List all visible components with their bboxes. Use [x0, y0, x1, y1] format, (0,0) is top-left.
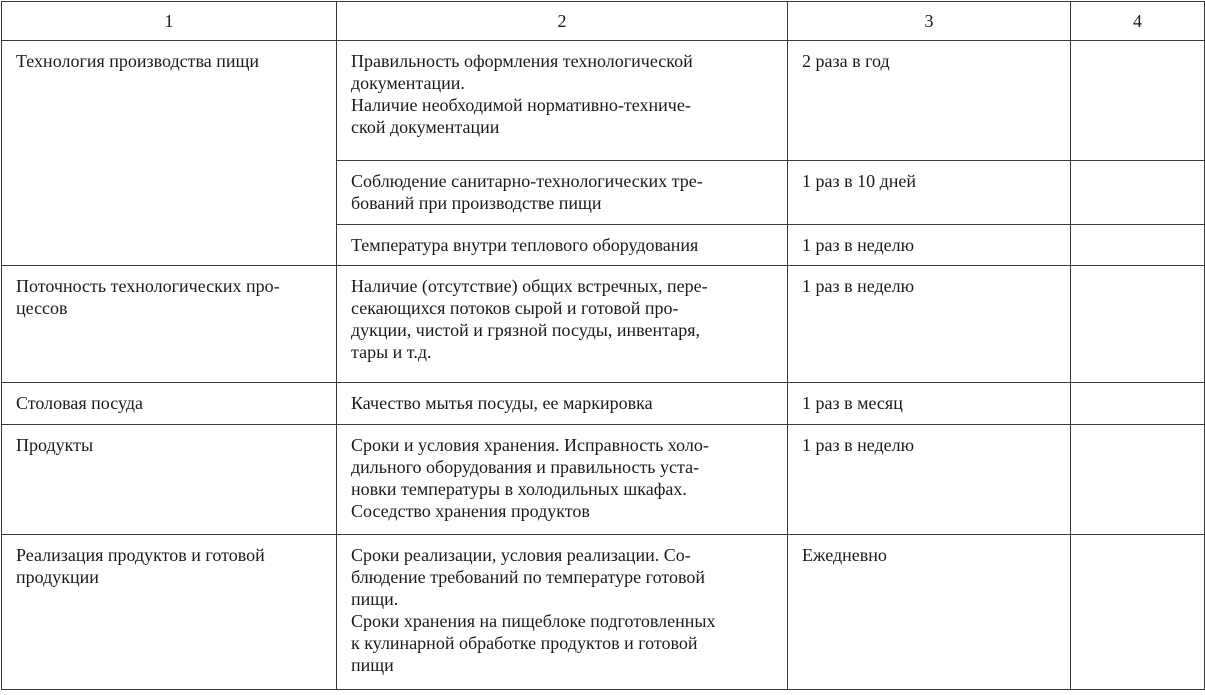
frequency-cell: 1 раз в неделю	[788, 225, 1071, 266]
criterion-cell	[337, 161, 788, 225]
criterion-text: Соседство хранения продуктов	[351, 501, 590, 521]
table-row	[2, 383, 1205, 425]
frequency-cell: 1 раз в неделю	[788, 425, 1071, 535]
note-cell	[1071, 425, 1205, 535]
table-row	[2, 535, 1205, 690]
column-header-1: 1	[2, 2, 337, 41]
table-row	[2, 425, 1205, 535]
criterion-text: секающихся потоков сырой и готовой про-	[351, 298, 679, 318]
note-cell	[1071, 266, 1205, 383]
note-cell	[1071, 41, 1205, 161]
criterion-text: Правильность оформления технологической	[351, 51, 693, 71]
criterion-text: новки температуры в холодильных шкафах.	[351, 479, 687, 499]
object-text: Поточность технологических про-	[16, 276, 280, 296]
object-text: продукции	[16, 567, 99, 587]
criterion-cell	[337, 425, 788, 535]
object-cell	[2, 383, 337, 425]
frequency-cell: Ежедневно	[788, 535, 1071, 690]
criterion-text: дукции, чистой и грязной посуды, инвентаря,	[351, 320, 700, 340]
table-row	[2, 266, 1205, 383]
criterion-text: бований при производстве пищи	[351, 193, 602, 213]
criterion-text: блюдение требований по температуре готовой	[351, 567, 705, 587]
object-cell	[2, 425, 337, 535]
criterion-text: Соблюдение санитарно-технологических тре-	[351, 171, 703, 191]
control-table	[1, 1, 1205, 690]
criterion-text: тары и т.д.	[351, 342, 432, 362]
criterion-cell	[337, 383, 788, 425]
object-cell	[2, 41, 337, 266]
frequency-cell: 1 раз в месяц	[788, 383, 1071, 425]
criterion-text: Наличие (отсутствие) общих встречных, пере-	[351, 276, 708, 296]
column-header-3: 3	[788, 2, 1071, 41]
criterion-text: документации.	[351, 73, 465, 93]
criterion-text: дильного оборудования и правильность уста-	[351, 457, 700, 477]
note-cell	[1071, 225, 1205, 266]
criterion-cell	[337, 266, 788, 383]
column-header-4: 4	[1071, 2, 1205, 41]
object-cell	[2, 535, 337, 690]
object-text: Технология производства пищи	[16, 51, 259, 71]
criterion-text: Сроки реализации, условия реализации. Со-	[351, 545, 691, 565]
object-cell	[2, 266, 337, 383]
frequency-cell: 2 раза в год	[788, 41, 1071, 161]
criterion-cell	[337, 41, 788, 161]
note-cell	[1071, 383, 1205, 425]
note-cell	[1071, 161, 1205, 225]
criterion-text: пищи	[351, 655, 394, 675]
criterion-cell	[337, 225, 788, 266]
criterion-text: Сроки и условия хранения. Исправность холо-	[351, 435, 709, 455]
object-text: Реализация продуктов и готовой	[16, 545, 265, 565]
criterion-text: Сроки хранения на пищеблоке подготовленных	[351, 611, 716, 631]
criterion-text: к кулинарной обработке продуктов и готовой	[351, 633, 698, 653]
table-row	[2, 41, 1205, 161]
header-row	[2, 2, 1205, 41]
criterion-cell	[337, 535, 788, 690]
frequency-cell: 1 раз в неделю	[788, 266, 1071, 383]
frequency-cell: 1 раз в 10 дней	[788, 161, 1071, 225]
object-text: цессов	[16, 298, 68, 318]
criterion-text: ской документации	[351, 117, 500, 137]
column-header-2: 2	[337, 2, 788, 41]
object-text: Продукты	[16, 435, 94, 455]
criterion-text: Качество мытья посуды, ее маркировка	[351, 393, 653, 413]
criterion-text: пищи.	[351, 589, 399, 609]
note-cell	[1071, 535, 1205, 690]
object-text: Столовая посуда	[16, 393, 144, 413]
criterion-text: Температура внутри теплового оборудования	[351, 235, 699, 255]
criterion-text: Наличие необходимой нормативно-техниче-	[351, 95, 691, 115]
